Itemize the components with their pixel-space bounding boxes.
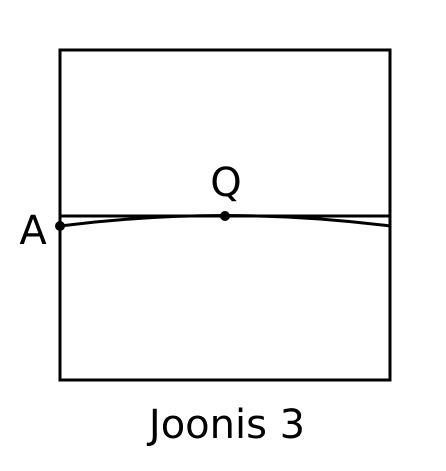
point-q-label: Q bbox=[210, 160, 242, 206]
point-a-label: A bbox=[19, 208, 47, 254]
point-q-dot bbox=[220, 211, 230, 221]
figure-caption: Joonis 3 bbox=[148, 402, 306, 448]
point-a-dot bbox=[55, 221, 65, 231]
